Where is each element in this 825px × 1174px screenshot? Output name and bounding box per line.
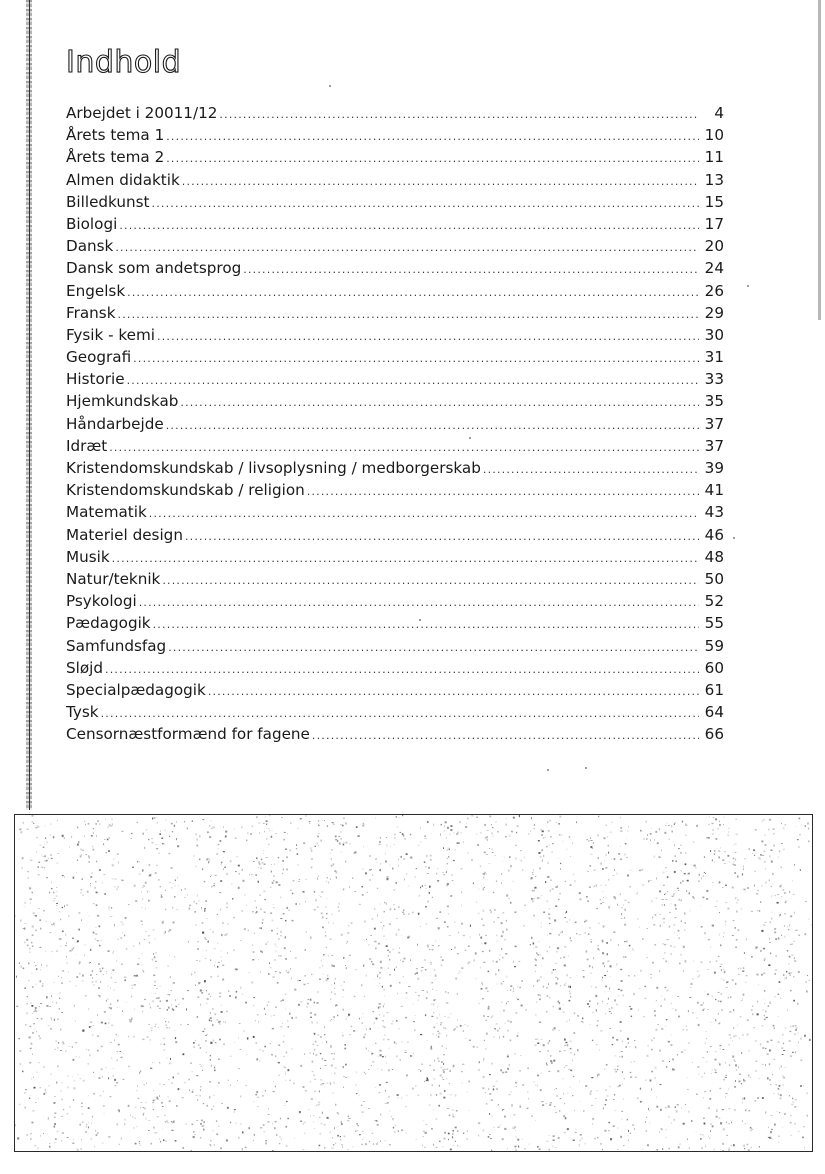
toc-label: Materiel design [66, 525, 183, 544]
toc-leader-dots [166, 148, 699, 170]
toc-leader-dots [182, 171, 699, 193]
toc-label: Dansk [66, 237, 114, 256]
toc-page-number: 55 [704, 614, 724, 633]
toc-entry[interactable] [66, 435, 724, 457]
toc-page-number: 41 [704, 481, 724, 500]
toc-entry[interactable] [66, 612, 724, 634]
toc-entry[interactable] [66, 501, 724, 523]
toc-label: Natur/teknik [66, 569, 161, 588]
toc-entry[interactable] [66, 524, 724, 546]
toc-page-number: 50 [704, 569, 724, 588]
toc-page-number: 60 [704, 658, 724, 677]
toc-entry[interactable] [66, 479, 724, 501]
toc-entry[interactable] [66, 590, 724, 612]
toc-label: Musik [66, 547, 110, 566]
toc-page-number: 10 [704, 126, 724, 145]
toc-page-number: 24 [704, 259, 724, 278]
toc-leader-dots [105, 659, 699, 681]
page-title: Indhold [66, 45, 182, 80]
toc-label: Hjemkundskab [66, 392, 179, 411]
toc-leader-dots [118, 304, 699, 326]
toc-page-number: 30 [704, 325, 724, 344]
toc-label: Billedkunst [66, 192, 150, 211]
toc-label: Historie [66, 370, 125, 389]
toc-label: Matematik [66, 503, 147, 522]
toc-page-number: 64 [704, 703, 724, 722]
toc-label: Håndarbejde [66, 414, 164, 433]
toc-leader-dots [127, 282, 699, 304]
toc-label: Dansk som andetsprog [66, 259, 242, 278]
toc-label: Samfundsfag [66, 636, 167, 655]
toc-page-number: 31 [704, 348, 724, 367]
toc-entry[interactable] [66, 302, 724, 324]
toc-label: Censornæstformænd for fagene [66, 725, 310, 744]
toc-entry[interactable] [66, 701, 724, 723]
toc-leader-dots [109, 437, 699, 459]
toc-page-number: 4 [714, 104, 724, 122]
toc-leader-dots [162, 570, 699, 592]
toc-page-number: 17 [704, 214, 724, 233]
toc-page-number: 46 [704, 525, 724, 544]
toc-page-number: 29 [704, 303, 724, 322]
toc-leader-dots [483, 459, 699, 481]
toc-entry[interactable] [66, 657, 724, 679]
toc-page-number: 39 [704, 459, 724, 477]
toc-page-number: 37 [704, 414, 724, 433]
toc-page-number: 61 [704, 680, 724, 699]
toc-entry[interactable] [66, 213, 724, 235]
toc-leader-dots [139, 592, 699, 614]
scan-noise-texture [15, 815, 812, 1151]
toc-leader-dots [157, 326, 699, 348]
toc-label: Kristendomskundskab / religion [66, 481, 305, 500]
toc-page-number: 20 [704, 237, 724, 256]
toc-entry[interactable] [66, 368, 724, 390]
toc-label: Idræt [66, 436, 108, 455]
toc-leader-dots [243, 259, 699, 281]
toc-leader-dots [307, 481, 699, 503]
toc-entry[interactable] [66, 679, 724, 701]
toc-page-number: 52 [704, 592, 724, 611]
toc-label: Psykologi [66, 592, 137, 611]
toc-leader-dots [101, 703, 699, 725]
toc-leader-dots [127, 370, 699, 392]
toc-entry[interactable] [66, 280, 724, 302]
toc-page-number: 66 [704, 725, 724, 744]
toc-leader-dots [168, 637, 699, 659]
toc-entry[interactable] [66, 635, 724, 657]
toc-entry[interactable] [66, 191, 724, 213]
toc-leader-dots [185, 526, 699, 548]
table-of-contents [66, 102, 724, 745]
toc-leader-dots [119, 215, 699, 237]
toc-label: Geografi [66, 348, 132, 367]
toc-page-number: 48 [704, 547, 724, 566]
toc-label: Arbejdet i 20011/12 [66, 104, 218, 122]
toc-label: Fransk [66, 303, 116, 322]
toc-label: Specialpædagogik [66, 680, 206, 699]
toc-page-number: 33 [704, 370, 724, 389]
toc-leader-dots [166, 415, 699, 437]
toc-page-number: 59 [704, 636, 724, 655]
toc-label: Biologi [66, 214, 118, 233]
toc-entry[interactable] [66, 346, 724, 368]
toc-entry[interactable] [66, 457, 724, 479]
toc-label: Kristendomskundskab / livsoplysning / medborgerskab [66, 459, 481, 477]
toc-entry[interactable] [66, 546, 724, 568]
toc-page-number: 43 [704, 503, 724, 522]
scanned-noise-panel [14, 814, 813, 1152]
toc-page-number: 37 [704, 436, 724, 455]
toc-label: Fysik - kemi [66, 325, 156, 344]
toc-entry[interactable] [66, 146, 724, 168]
toc-entry[interactable] [66, 324, 724, 346]
toc-leader-dots [112, 548, 699, 570]
toc-label: Tysk [66, 703, 99, 722]
toc-entry[interactable] [66, 257, 724, 279]
toc-page-number: 15 [704, 192, 724, 211]
toc-leader-dots [133, 348, 699, 370]
toc-entry[interactable] [66, 102, 724, 124]
toc-entry[interactable] [66, 235, 724, 257]
toc-entry[interactable] [66, 169, 724, 191]
toc-leader-dots [115, 237, 699, 259]
toc-page-number: 11 [704, 148, 724, 167]
toc-leader-dots [208, 681, 699, 703]
toc-entry[interactable] [66, 390, 724, 412]
toc-entry[interactable] [66, 568, 724, 590]
binding-line [29, 0, 30, 810]
toc-label: Almen didaktik [66, 170, 180, 189]
toc-entry[interactable] [66, 413, 724, 435]
toc-entry[interactable] [66, 723, 724, 745]
toc-label: Årets tema 2 [66, 148, 165, 167]
toc-leader-dots [152, 193, 699, 215]
toc-leader-dots [166, 126, 699, 148]
toc-page-number: 13 [704, 170, 724, 189]
toc-leader-dots [149, 503, 699, 525]
toc-leader-dots [219, 104, 699, 126]
toc-entry[interactable] [66, 124, 724, 146]
toc-label: Pædagogik [66, 614, 151, 633]
toc-leader-dots [312, 725, 699, 747]
toc-label: Engelsk [66, 281, 126, 300]
toc-label: Sløjd [66, 658, 104, 677]
page-right-edge [818, 0, 821, 320]
toc-page-number: 35 [704, 392, 724, 411]
toc-leader-dots [180, 392, 699, 414]
toc-leader-dots [153, 614, 699, 636]
toc-label: Årets tema 1 [66, 126, 165, 145]
toc-page-number: 26 [704, 281, 724, 300]
